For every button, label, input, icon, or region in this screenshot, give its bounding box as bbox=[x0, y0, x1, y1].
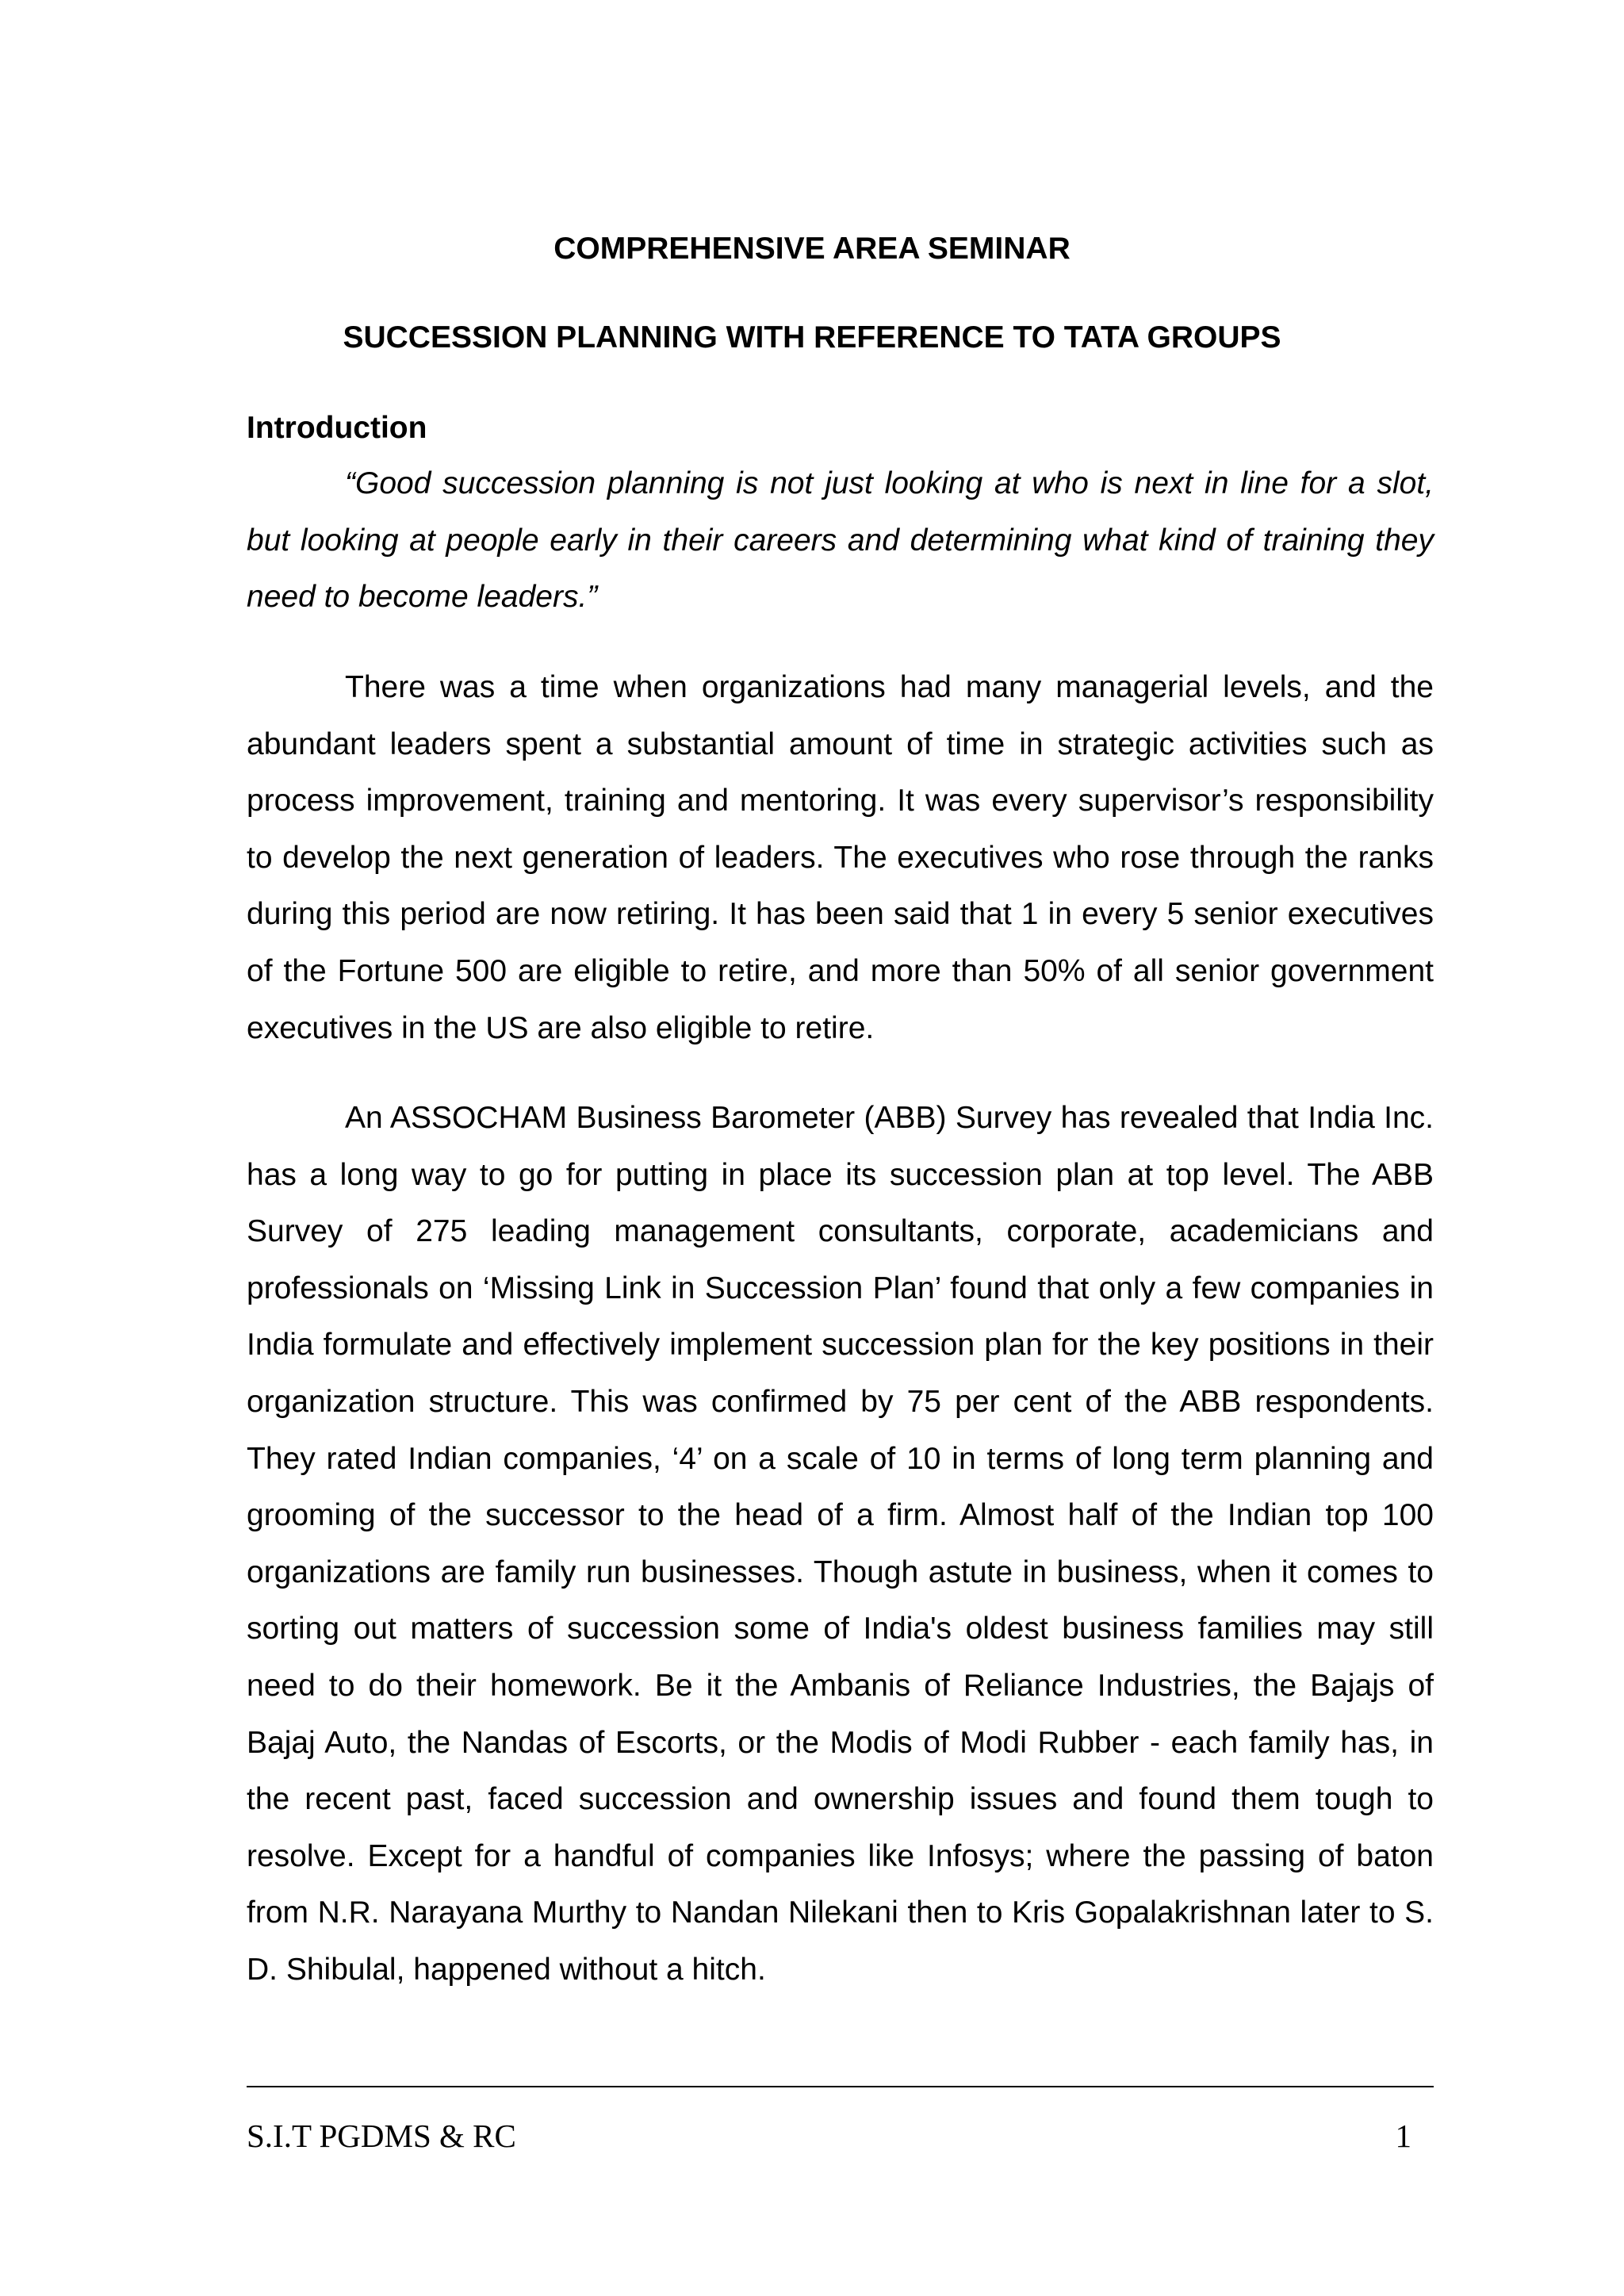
document-subtitle: SUCCESSION PLANNING WITH REFERENCE TO TATA GROUPS bbox=[343, 320, 1281, 355]
page-number: 1 bbox=[1395, 2118, 1411, 2154]
document-title: COMPREHENSIVE AREA SEMINAR bbox=[553, 232, 1071, 266]
footer-divider bbox=[247, 2086, 1434, 2087]
section-heading-introduction: Introduction bbox=[247, 411, 427, 445]
paragraph-2: An ASSOCHAM Business Barometer (ABB) Survey has revealed that India Inc. has a long way to go for putting in place its succession plan at top level. The ABB Survey of 275 leading management consultants, corporate, academicians and professionals on ‘Missing Link in Succession Plan’ found that only a few companies in India formulate and effectively implement succession plan for the key positions in their organization structure. This was confirmed by 75 per cent of the ABB respondents. They rated Indian companies, ‘4’ on a scale of 10 in terms of long term planning and grooming of the successor to the head of a firm. Almost half of the Indian top 100 organizations are family run businesses. Though astute in business, when it comes to sorting out matters of succession some of India's oldest business families may still need to do their homework. Be it the Ambanis of Reliance Industries, the Bajajs of Bajaj Auto, the Nandas of Escorts, or the Modis of Modi Rubber - each family has, in the recent past, faced succession and ownership issues and found them tough to resolve. Except for a handful of companies like Infosys; where the passing of baton from N.R. Narayana Murthy to Nandan Nilekani then to Kris Gopalakrishnan later to S. D. Shibulal, happened without a hitch. bbox=[247, 1101, 1434, 1987]
footer-institution: S.I.T PGDMS & RC bbox=[247, 2118, 516, 2154]
intro-quote: “Good succession planning is not just looking at who is next in line for a slot, but looking at people early in their careers and determining what kind of training they need to become leaders.” bbox=[247, 466, 1434, 615]
paragraph-1: There was a time when organizations had many managerial levels, and the abundant leaders spent a substantial amount of time in strategic activities such as process improvement, training and mentoring. It was every supervisor’s responsibility to develop the next generation of leaders. The executives who rose through the ranks during this period are now retiring. It has been said that 1 in every 5 senior executives of the Fortune 500 are eligible to retire, and more than 50% of all senior government executives in the US are also eligible to retire. bbox=[247, 670, 1434, 1045]
